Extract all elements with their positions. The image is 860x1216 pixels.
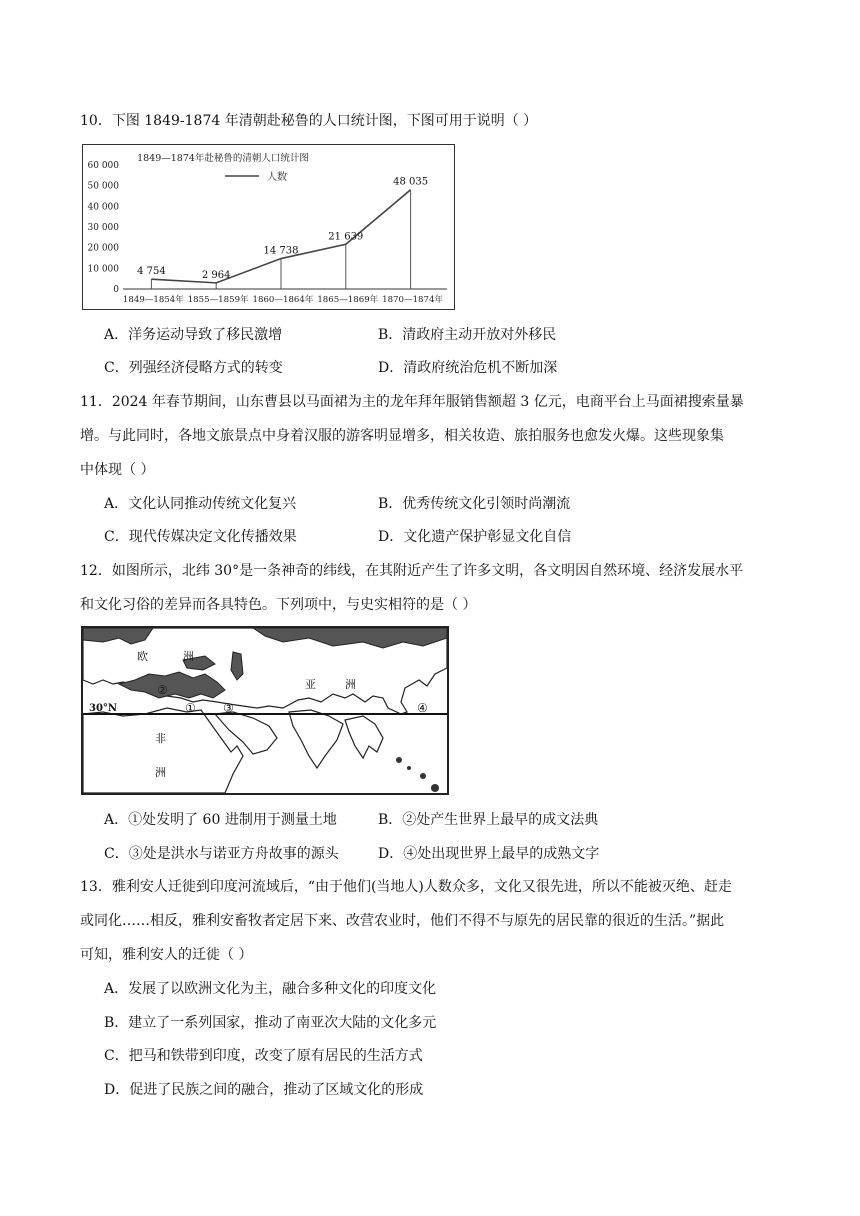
x-tick-label: 1870—1874年 (382, 295, 444, 305)
indian-subcontinent (289, 710, 343, 768)
chart-title: 1849—1874年赴秘鲁的清朝人口统计图 (137, 153, 309, 164)
legend-label: 人数 (267, 172, 287, 183)
asia-label-2: 洲 (345, 678, 356, 691)
q12-option-c[interactable]: C．③处是洪水与诺亚方舟故事的源头 (104, 846, 339, 862)
island-mark (407, 766, 411, 770)
africa-label-1: 非 (155, 732, 166, 745)
data-label: 4 754 (137, 266, 166, 278)
q12-option-b[interactable]: B．②处产生世界上最早的成文法典 (378, 812, 599, 828)
y-tick-label: 60 000 (87, 161, 119, 171)
q11-option-b[interactable]: B．优秀传统文化引领时尚潮流 (378, 496, 571, 512)
y-tick-label: 40 000 (87, 202, 119, 213)
data-label: 21 639 (328, 231, 364, 243)
latitude-label: 30°N (89, 703, 118, 714)
data-label: 2 964 (201, 269, 231, 281)
q13-stem-line-1: 13．雅利安人迁徙到印度河流域后，“由于他们(当地人)人数众多，文化又很先进，所以不能被灭绝、赶走 (80, 879, 732, 895)
asia-label-1: 亚 (305, 678, 316, 691)
q11-stem-line-1: 11．2024 年春节期间，山东曹县以马面裙为主的龙年拜年服销售额超 3 亿元，电商平台上马面裙搜索量暴 (80, 394, 744, 410)
y-tick-label: 20 000 (87, 243, 119, 254)
q11-option-c[interactable]: C．现代传媒决定文化传播效果 (104, 529, 297, 545)
q11-stem-line-3: 中体现（ ） (80, 462, 155, 478)
q12-option-d[interactable]: D．④处出现世界上最早的成熟文字 (378, 846, 600, 862)
x-axis-labels (123, 293, 444, 305)
island-mark (420, 773, 426, 779)
population-chart-svg (83, 145, 454, 309)
data-label: 14 738 (263, 245, 299, 257)
q12-option-a[interactable]: A．①处发明了 60 进制用于测量土地 (104, 812, 337, 828)
q12-stem-line-1: 12．如图所示，北纬 30°是一条神奇的纬线，在其附近产生了许多文明，各文明因自然环境、经济发展水平 (80, 563, 744, 579)
q13-option-b[interactable]: B．建立了一系列国家，推动了南亚次大陆的文化多元 (104, 1015, 437, 1031)
x-tick-label: 1865—1869年 (317, 295, 379, 305)
marker-3: ③ (223, 701, 234, 715)
q13-stem-line-2: 或同化……相反，雅利安畜牧者定居下来、改营农业时，他们不得不与原先的居民靠的很近的生活。”据此 (80, 913, 725, 929)
southeast-asia (345, 716, 383, 758)
chart-marks (137, 177, 428, 289)
q13-option-c[interactable]: C．把马和铁带到印度，改变了原有居民的生活方式 (104, 1048, 423, 1064)
q13-option-d[interactable]: D．促进了民族之间的融合，推动了区域文化的形成 (104, 1082, 424, 1098)
x-tick-label: 1860—1864年 (252, 295, 314, 305)
population-chart (82, 144, 455, 310)
q10-option-c[interactable]: C．列强经济侵略方式的转变 (104, 360, 283, 376)
q10-stem: 10．下图 1849-1874 年清朝赴秘鲁的人口统计图，下图可用于说明（ ） (80, 113, 538, 129)
marker-4: ④ (417, 701, 428, 715)
x-tick-label: 1849—1854年 (122, 295, 184, 305)
y-tick-label: 50 000 (87, 181, 119, 192)
q13-stem-line-3: 可知，雅利安人的迁徙（ ） (80, 947, 253, 963)
island-mark (396, 757, 402, 763)
europe-label-2: 洲 (183, 650, 194, 663)
y-tick-label: 30 000 (87, 223, 119, 233)
q13-option-a[interactable]: A．发展了以欧洲文化为主，融合多种文化的印度文化 (104, 981, 437, 997)
latitude-30-map (81, 626, 449, 795)
y-tick-label: 10 000 (87, 264, 119, 275)
data-label: 48 035 (393, 176, 429, 188)
q10-option-b[interactable]: B．清政府主动开放对外移民 (378, 327, 557, 343)
europe-label-1: 欧 (137, 650, 148, 663)
y-axis-ticks (88, 161, 120, 295)
q11-stem-line-2: 增。与此同时，各地文旅景点中身着汉服的游客明显增多，相关妆造、旅拍服务也愈发火爆。这些现象集 (80, 428, 724, 444)
africa-landmass (83, 708, 243, 793)
map-svg (83, 628, 447, 793)
africa-label-2: 洲 (155, 766, 166, 779)
q11-option-a[interactable]: A．文化认同推动传统文化复兴 (104, 496, 297, 512)
marker-2: ② (157, 683, 168, 697)
marker-1: ① (185, 701, 196, 715)
q11-option-d[interactable]: D．文化遗产保护彰显文化自信 (378, 529, 572, 545)
x-tick-label: 1855—1859年 (187, 295, 249, 305)
q10-option-d[interactable]: D．清政府统治危机不断加深 (378, 360, 558, 376)
q12-stem-line-2: 和文化习俗的差异而各具特色。下列项中，与史实相符的是（ ） (80, 597, 477, 613)
y-tick-label: 0 (113, 285, 119, 295)
q10-option-a[interactable]: A．洋务运动导致了移民激增 (104, 327, 283, 343)
island-mark (431, 784, 439, 792)
